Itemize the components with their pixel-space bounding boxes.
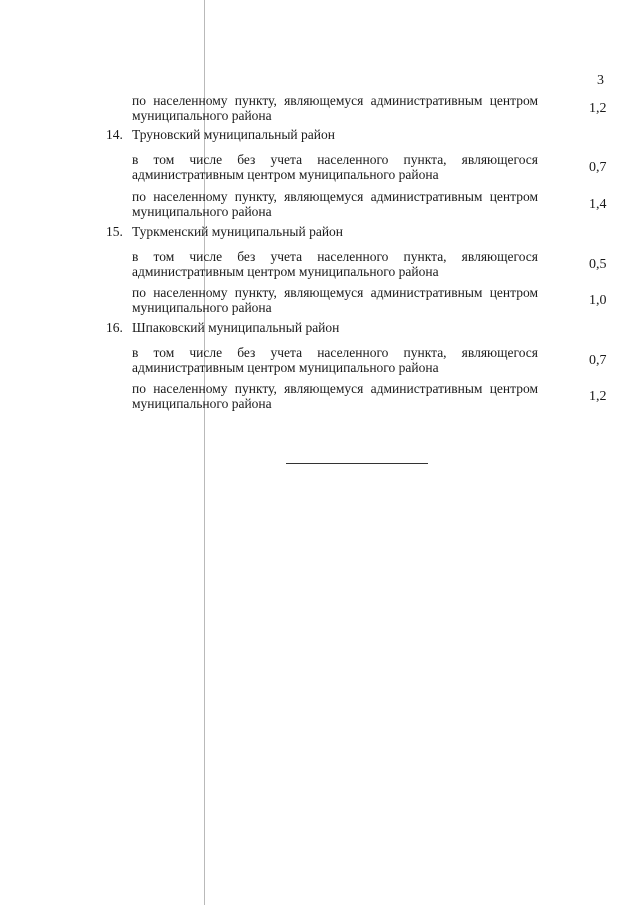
district-number: 16.: [106, 320, 123, 335]
row-value: 0,7: [589, 160, 607, 175]
row-description: в том числе без учета населенного пункта, являющегося административным центром муниципального района: [132, 345, 538, 375]
district-number: 14.: [106, 127, 123, 142]
row-description: по населенному пункту, являющемуся административным центром муниципального района: [132, 189, 538, 219]
district-number: 15.: [106, 224, 123, 239]
page-number: 3: [597, 73, 604, 88]
row-value: 1,2: [589, 389, 607, 404]
district-name: Туркменский муниципальный район: [132, 224, 344, 239]
row-value: 1,4: [589, 197, 607, 212]
row-description: в том числе без учета населенного пункта, являющегося административным центром муниципального района: [132, 249, 538, 279]
row-description: в том числе без учета населенного пункта, являющегося административным центром муниципального района: [132, 152, 538, 182]
row-value: 1,2: [589, 101, 607, 116]
district-name: Труновский муниципальный район: [132, 127, 335, 142]
row-value: 0,7: [589, 353, 607, 368]
row-value: 1,0: [589, 293, 607, 308]
end-separator-line: [286, 463, 428, 464]
row-value: 0,5: [589, 257, 607, 272]
row-description: по населенному пункту, являющемуся административным центром муниципального района: [132, 285, 538, 315]
row-description: по населенному пункту, являющемуся административным центром муниципального района: [132, 93, 538, 123]
row-description: по населенному пункту, являющемуся административным центром муниципального района: [132, 381, 538, 411]
district-name: Шпаковский муниципальный район: [132, 320, 340, 335]
